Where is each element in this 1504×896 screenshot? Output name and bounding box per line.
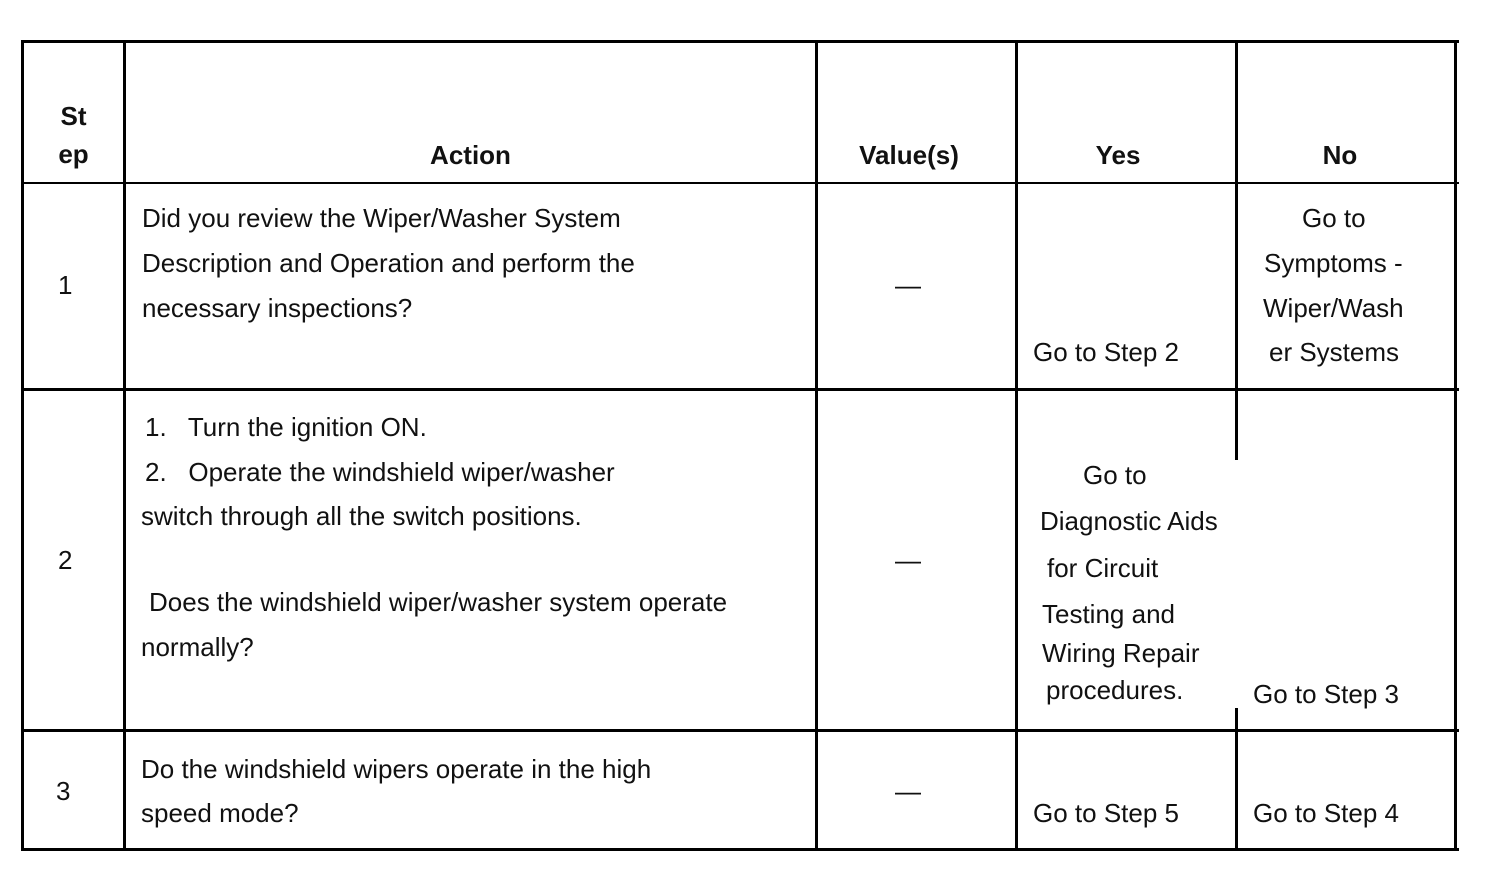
row3-yes: Go to Step 5 <box>1033 798 1179 828</box>
rule-bottom <box>21 848 1459 851</box>
rule-yes-no-bottom <box>1235 708 1238 851</box>
row1-action-line1: Did you review the Wiper/Washer System <box>142 203 621 233</box>
header-step-line2: ep <box>58 139 89 169</box>
row1-no-line4: er Systems <box>1269 337 1400 367</box>
header-no: No <box>1322 140 1358 170</box>
row2-yes-line2: Diagnostic Aids <box>1040 506 1218 536</box>
row1-value: — <box>895 270 921 300</box>
row1-action-line3: necessary inspections? <box>142 293 413 323</box>
row2-action-line2: 2. Operate the windshield wiper/washer <box>145 457 615 487</box>
rule-right <box>1454 40 1457 851</box>
row2-action-line3: switch through all the switch positions. <box>141 501 582 531</box>
row1-no-line2: Symptoms - <box>1264 248 1403 278</box>
row3-step: 3 <box>56 776 71 806</box>
header-yes: Yes <box>1095 140 1141 170</box>
row2-yes-line1: Go to <box>1083 460 1147 490</box>
row2-yes-line5: Wiring Repair <box>1042 638 1200 668</box>
row2-step: 2 <box>58 545 73 575</box>
row2-action-line1: 1. Turn the ignition ON. <box>145 412 427 442</box>
rule-yes-no-top <box>1235 40 1238 460</box>
row2-no: Go to Step 3 <box>1253 679 1399 709</box>
row2-action-line5: normally? <box>141 632 254 662</box>
row2-yes-line6: procedures. <box>1046 675 1184 705</box>
row1-yes: Go to Step 2 <box>1033 337 1179 367</box>
row2-value: — <box>895 545 921 575</box>
rule-top <box>21 40 1459 43</box>
row1-no-line3: Wiper/Wash <box>1263 293 1404 323</box>
rule-row2-bottom <box>21 729 1459 732</box>
row1-no-line1: Go to <box>1302 203 1366 233</box>
header-step-line1: St <box>60 101 87 131</box>
row2-action-line4: Does the windshield wiper/washer system operate <box>149 587 728 617</box>
rule-row1-bottom <box>21 388 1459 391</box>
row3-value: — <box>895 776 921 806</box>
row3-action-line1: Do the windshield wipers operate in the high <box>141 754 652 784</box>
row3-no: Go to Step 4 <box>1253 798 1399 828</box>
row2-yes-line3: for Circuit <box>1047 553 1159 583</box>
rule-header-bottom <box>21 182 1459 184</box>
row1-action-line2: Description and Operation and perform the <box>142 248 635 278</box>
row2-yes-line4: Testing and <box>1042 599 1175 629</box>
row3-action-line2: speed mode? <box>141 798 299 828</box>
row1-step: 1 <box>58 270 73 300</box>
header-action: Action <box>430 140 511 170</box>
header-step <box>24 97 123 173</box>
header-values: Value(s) <box>859 140 959 170</box>
